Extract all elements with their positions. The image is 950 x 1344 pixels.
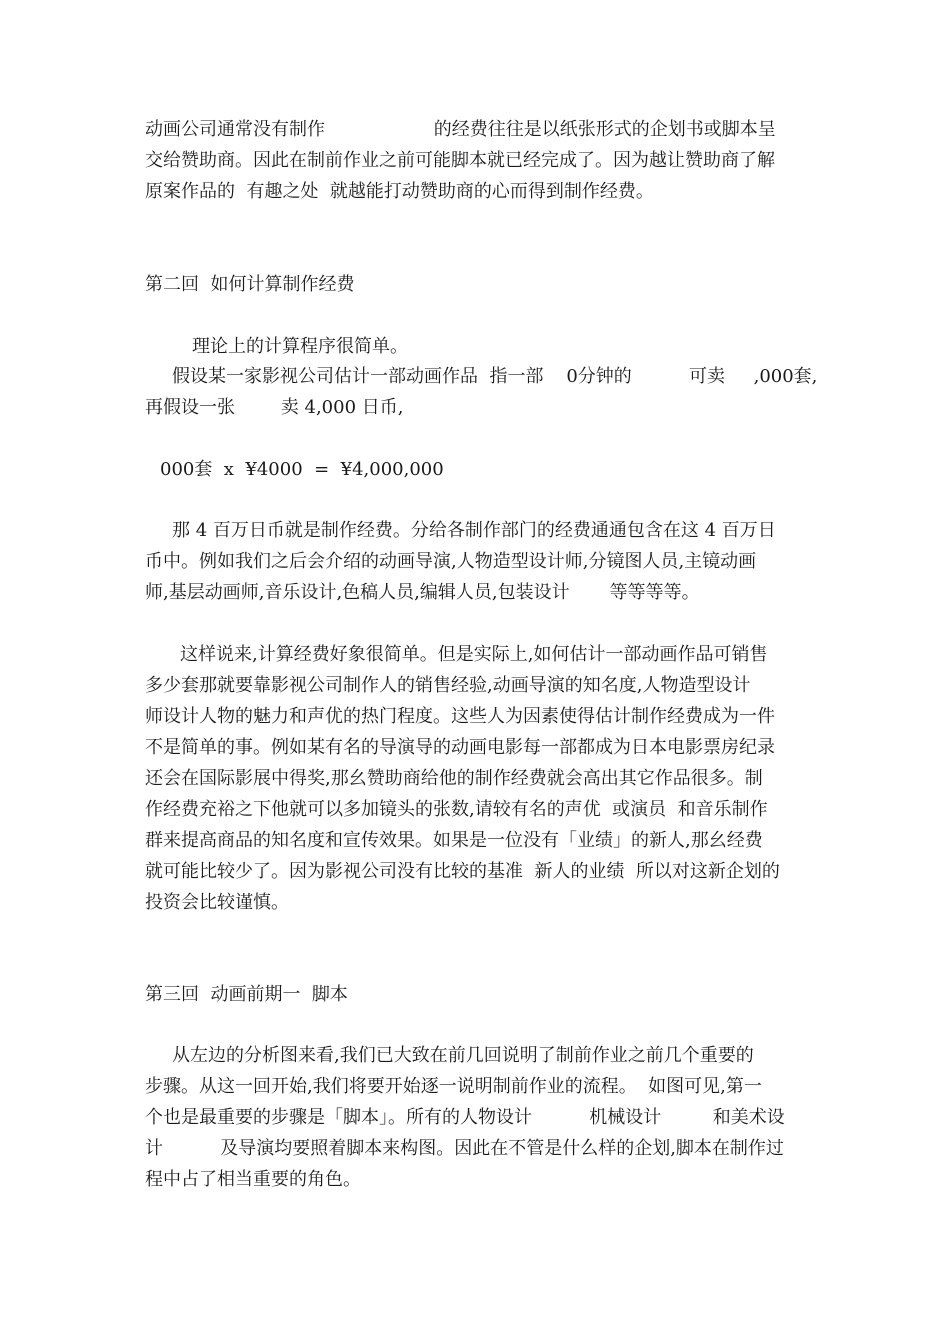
paragraph-line: 再假设一张 卖 4,000 日币, [145,397,404,418]
paragraph-line: 就可能比较少了。因为影视公司没有比较的基准 新人的业绩 所以对这新企划的 [145,861,780,882]
paragraph-line: 多少套那就要靠影视公司制作人的销售经验,动画导演的知名度,人物造型设计 [145,675,751,696]
paragraph-line: 币中。例如我们之后会介绍的动画导演,人物造型设计师,分镜图人员,主镜动画 [145,551,757,572]
section-heading: 第三回 动画前期一 脚本 [145,984,348,1005]
paragraph-line: 程中占了相当重要的角色。 [145,1169,361,1190]
formula-line: 000套 x ¥4000 = ¥4,000,000 [160,459,444,480]
paragraph-line: 计 及导演均要照着脚本来构图。因此在不管是什么样的企划,脚本在制作过 [145,1138,784,1159]
paragraph-line: 师设计人物的魅力和声优的热门程度。这些人为因素使得估计制作经费成为一件 [145,706,775,727]
paragraph-line: 作经费充裕之下他就可以多加镜头的张数,请较有名的声优 或演员 和音乐制作 [145,799,768,820]
paragraph-line: 理论上的计算程序很简单。 [192,336,408,357]
paragraph-line: 那 4 百万日币就是制作经费。分给各制作部门的经费通通包含在这 4 百万日 [172,520,776,541]
paragraph-line: 从左边的分析图来看,我们已大致在前几回说明了制前作业之前几个重要的 [172,1045,754,1066]
section-heading: 第二回 如何计算制作经费 [145,274,355,295]
paragraph-line: 不是简单的事。例如某有名的导演导的动画电影每一部都成为日本电影票房纪录 [145,737,775,758]
paragraph-line: 这样说来,计算经费好象很简单。但是实际上,如何估计一部动画作品可销售 [180,644,768,665]
paragraph-line: 群来提高商品的知名度和宣传效果。如果是一位没有「业绩」的新人,那幺经费 [145,830,763,851]
paragraph-line: 步骤。从这一回开始,我们将要开始逐一说明制前作业的流程。 如图可见,第一 [145,1076,762,1097]
paragraph-line: 原案作品的 有趣之处 就越能打动赞助商的心而得到制作经费。 [145,181,654,202]
paragraph-line: 动画公司通常没有制作 的经费往往是以纸张形式的企划书或脚本呈 [145,119,776,140]
paragraph-line: 还会在国际影展中得奖,那幺赞助商给他的制作经费就会高出其它作品很多。制 [145,768,763,789]
paragraph-line: 师,基层动画师,音乐设计,色稿人员,编辑人员,包装设计 等等等等。 [145,582,700,603]
paragraph-line: 假设某一家影视公司估计一部动画作品 指一部 0分钟的 可卖 ,000套, [172,366,818,387]
paragraph-line: 交给赞助商。因此在制前作业之前可能脚本就已经完成了。因为越让赞助商了解 [145,150,775,171]
paragraph-line: 投资会比较谨慎。 [145,892,289,913]
paragraph-line: 个也是最重要的步骤是「脚本」。所有的人物设计 机械设计 和美术设 [145,1107,785,1128]
